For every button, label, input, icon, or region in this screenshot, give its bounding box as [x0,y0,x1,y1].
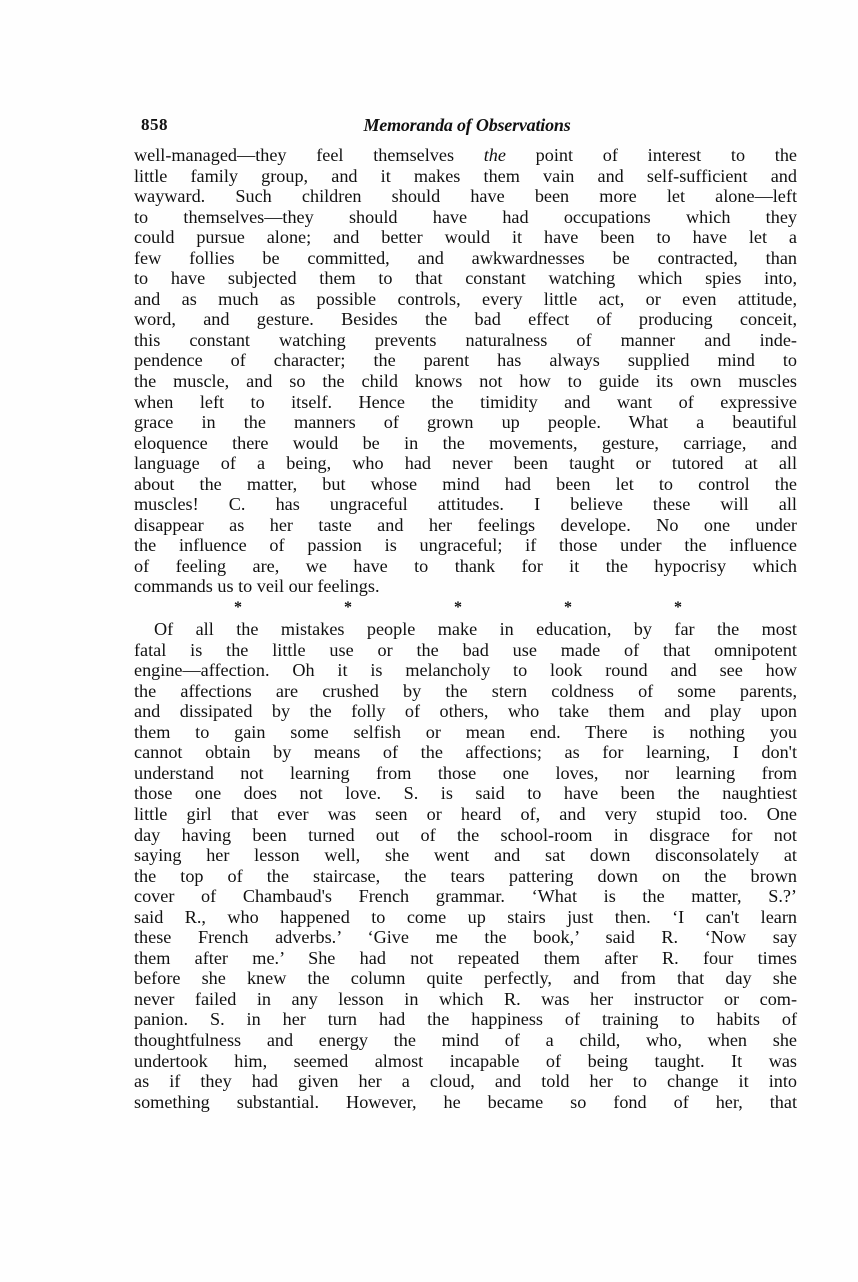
text-line: when left to itself. Hence the timidity and want of expressive [134,391,797,412]
text-line: language of a being, who had never been taught or tutored at all [134,453,797,474]
text-line: something substantial. However, he became so fond of her, that [134,1091,797,1112]
paragraph-1 [134,145,797,597]
text-line: fatal is the little use or the bad use made of that omnipotent [134,639,797,660]
text-line: little girl that ever was seen or heard of, and very stupid too. One [134,803,797,824]
asterisk: * [234,599,242,617]
text-line: never failed in any lesson in which R. was her instructor or com- [134,988,797,1009]
text-line: could pursue alone; and better would it have been to have let a [134,227,797,248]
text-line: pendence of character; the parent has always supplied mind to [134,350,797,371]
text-line: muscles! C. has ungraceful attitudes. I believe these will all [134,494,797,515]
text-line: panion. S. in her turn had the happiness of training to habits of [134,1009,797,1030]
text-line: as if they had given her a cloud, and told her to change it into [134,1071,797,1092]
text-line: them to gain some selfish or mean end. There is nothing you [134,721,797,742]
text-line: these French adverbs.’ ‘Give me the book,’ said R. ‘Now say [134,927,797,948]
text-line: grace in the manners of grown up people. What a beautiful [134,412,797,433]
text-line: cover of Chambaud's French grammar. ‘What is the matter, S.?’ [134,886,797,907]
text-line: word, and gesture. Besides the bad effect of producing conceit, [134,309,797,330]
text-run: well-managed—they feel themselves [134,145,484,165]
running-title: Memoranda of Observations [363,115,571,135]
text-line: eloquence there would be in the movements, gesture, carriage, and [134,432,797,453]
text-line: Of all the mistakes people make in education, by far the most [154,619,797,640]
text-line: thoughtfulness and energy the mind of a child, who, when she [134,1029,797,1050]
asterisk: * [344,599,352,617]
text-run: point of interest to the [505,145,797,165]
text-line: said R., who happened to come up stairs just then. ‘I can't learn [134,906,797,927]
text-line: commands us to veil our feelings. [134,576,380,597]
text-line: cannot obtain by means of the affections; as for learning, I don't [134,742,797,763]
text-line: little family group, and it makes them vain and self-sufficient and [134,165,797,186]
asterisk: * [454,599,462,617]
text-line: the top of the staircase, the tears pattering down on the brown [134,865,797,886]
running-head [137,115,797,139]
text-line: wayward. Such children should have been more let alone—left [134,186,797,207]
text-line: understand not learning from those one loves, nor learning from [134,762,797,783]
text-line: this constant watching prevents naturalness of manner and inde- [134,329,797,350]
text-line: before she knew the column quite perfectly, and from that day she [134,968,797,989]
text-line: undertook him, seemed almost incapable of being taught. It was [134,1050,797,1071]
text-line: the muscle, and so the child knows not how to guide its own muscles [134,371,797,392]
text-line: to have subjected them to that constant watching which spies into, [134,268,797,289]
asterisk: * [564,599,572,617]
text-line: about the matter, but whose mind had been let to control the [134,473,797,494]
italic-emphasis: the [483,145,506,165]
text-line: of feeling are, we have to thank for it the hypocrisy which [134,555,797,576]
section-separator [134,597,797,619]
text-line: them after me.’ She had not repeated them after R. four times [134,947,797,968]
text-line: and dissipated by the folly of others, who take them and play upon [134,701,797,722]
text-line: the influence of passion is ungraceful; if those under the influence [134,535,797,556]
body-text [134,145,797,1112]
text-line: and as much as possible controls, every little act, or even attitude, [134,288,797,309]
page-number: 858 [141,115,168,134]
text-line: disappear as her taste and her feelings develope. No one under [134,514,797,535]
text-line: saying her lesson well, she went and sat down disconsolately at [134,845,797,866]
text-line: to themselves—they should have had occupations which they [134,206,797,227]
text-line: day having been turned out of the school-room in disgrace for not [134,824,797,845]
text-line: few follies be committed, and awkwardnesses be contracted, than [134,247,797,268]
asterisk: * [674,599,682,617]
text-line: those one does not love. S. is said to have been the naughtiest [134,783,797,804]
paragraph-2 [134,619,797,1112]
text-line: the affections are crushed by the stern coldness of some parents, [134,680,797,701]
text-line [134,145,797,166]
text-line: engine—affection. Oh it is melancholy to look round and see how [134,660,797,681]
